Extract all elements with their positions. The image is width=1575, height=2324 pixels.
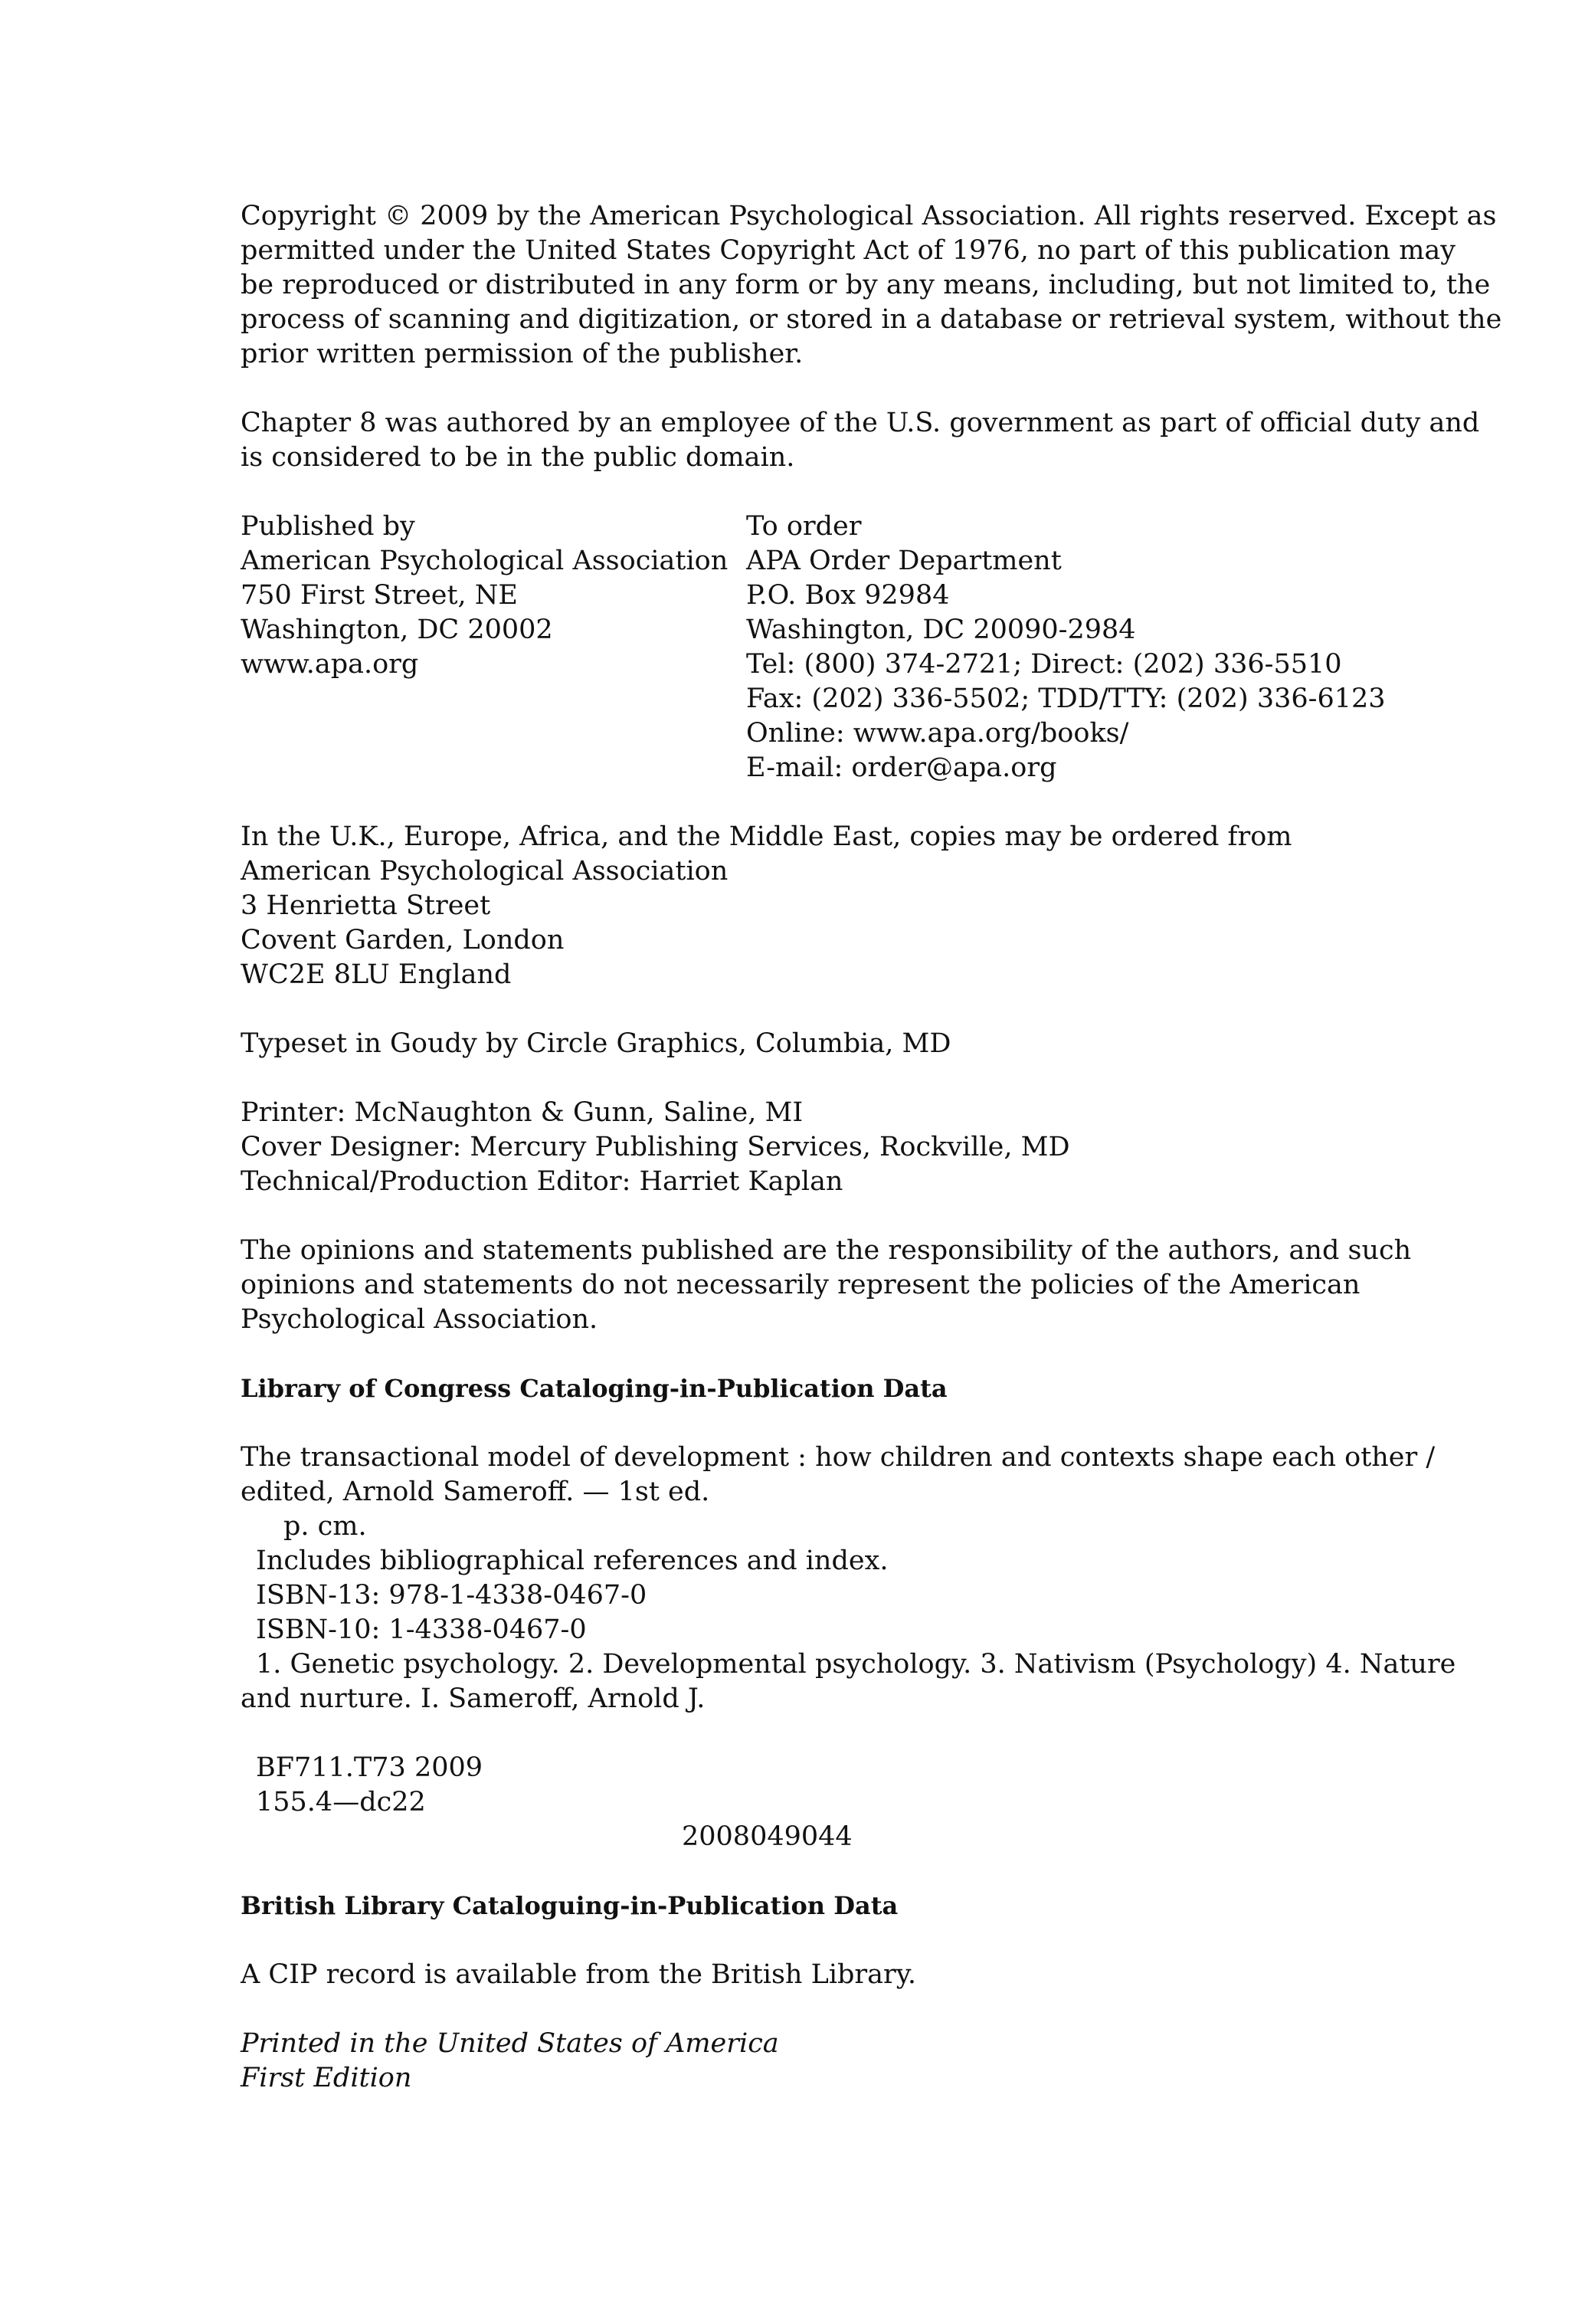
loc-isbn10: ISBN-10: 1-4338-0467-0	[256, 1614, 587, 1645]
typeset-note	[241, 1027, 1367, 1061]
copyright-line: process of scanning and digitization, or stored in a database or retrieval system, without the	[241, 304, 1502, 335]
order-phone: Tel: (800) 374-2721; Direct: (202) 336-5510	[746, 649, 1342, 680]
printed-info	[241, 2027, 1367, 2096]
printer-line: Printer: McNaughton & Gunn, Saline, MI	[241, 1097, 804, 1128]
order-fax: Fax: (202) 336-5502; TDD/TTY: (202) 336-6123	[746, 683, 1386, 714]
loc-class-line: 155.4—dc22	[256, 1787, 426, 1818]
order-line: Washington, DC 20090-2984	[746, 615, 1136, 645]
loc-cip-record	[241, 1441, 1456, 1716]
british-library-heading: British Library Cataloguing-in-Publication Data	[241, 1891, 899, 1920]
opinions-line: Psychological Association.	[241, 1304, 598, 1335]
order-line: APA Order Department	[746, 546, 1062, 576]
loc-heading: Library of Congress Cataloging-in-Publication Data	[241, 1374, 948, 1403]
loc-classification	[241, 1751, 1367, 1854]
order-email: E-mail: order@apa.org	[746, 752, 1057, 783]
copyright-notice	[241, 199, 1502, 372]
loc-subjects-line: and nurture. I. Sameroff, Arnold J.	[241, 1683, 706, 1714]
typeset-line: Typeset in Goudy by Circle Graphics, Columbia, MD	[241, 1028, 951, 1059]
uk-order-line: WC2E 8LU England	[241, 959, 512, 990]
editor-line: Technical/Production Editor: Harriet Kaplan	[241, 1166, 843, 1197]
loc-class-line: BF711.T73 2009	[256, 1752, 483, 1783]
order-block	[746, 510, 1386, 785]
publisher-line: Published by	[241, 511, 415, 542]
production-credits	[241, 1096, 1367, 1199]
loc-detail-line: Includes bibliographical references and index.	[256, 1546, 889, 1576]
chapter-note-line: is considered to be in the public domain.	[241, 442, 795, 473]
loc-lccn: 2008049044	[682, 1821, 853, 1852]
printed-country: Printed in the United States of America	[241, 2028, 779, 2059]
publisher-block	[241, 510, 746, 785]
copyright-line: prior written permission of the publisher.	[241, 339, 804, 369]
publisher-line: American Psychological Association	[241, 546, 729, 576]
chapter-note-line: Chapter 8 was authored by an employee of the U.S. government as part of official duty and	[241, 408, 1480, 438]
uk-order-line: American Psychological Association	[241, 856, 729, 887]
loc-title-line: edited, Arnold Sameroff. — 1st ed.	[241, 1477, 710, 1507]
order-online: Online: www.apa.org/books/	[746, 718, 1129, 749]
loc-subjects-line: 1. Genetic psychology. 2. Developmental psychology. 3. Nativism (Psychology) 4. Nature	[256, 1649, 1456, 1680]
cover-designer-line: Cover Designer: Mercury Publishing Services, Rockville, MD	[241, 1132, 1070, 1162]
loc-title-line: The transactional model of development : how children and contexts shape each other /	[241, 1442, 1436, 1473]
edition: First Edition	[241, 2063, 412, 2093]
loc-pcm: p. cm.	[283, 1511, 367, 1542]
uk-order-line: In the U.K., Europe, Africa, and the Middle East, copies may be ordered from	[241, 821, 1292, 852]
opinions-line: The opinions and statements published are the responsibility of the authors, and such	[241, 1235, 1412, 1266]
publisher-line: 750 First Street, NE	[241, 580, 518, 611]
british-library-note	[241, 1958, 1367, 1992]
opinions-disclaimer	[241, 1234, 1412, 1337]
loc-isbn13: ISBN-13: 978-1-4338-0467-0	[256, 1580, 647, 1611]
copyright-line: be reproduced or distributed in any form or by any means, including, but not limited to, the	[241, 270, 1491, 300]
copyright-line: permitted under the United States Copyright Act of 1976, no part of this publication may	[241, 235, 1456, 266]
chapter-note	[241, 406, 1480, 475]
publisher-order-columns	[241, 510, 1386, 785]
uk-order-line: 3 Henrietta Street	[241, 890, 491, 921]
copyright-line: Copyright © 2009 by the American Psychological Association. All rights reserved. Except as	[241, 201, 1497, 231]
copyright-page	[241, 199, 1502, 2096]
publisher-line: Washington, DC 20002	[241, 615, 553, 645]
british-library-text: A CIP record is available from the British Library.	[241, 1959, 917, 1990]
order-line: To order	[746, 511, 862, 542]
opinions-line: opinions and statements do not necessarily represent the policies of the American	[241, 1270, 1361, 1300]
order-line: P.O. Box 92984	[746, 580, 950, 611]
publisher-website: www.apa.org	[241, 649, 419, 680]
uk-order-line: Covent Garden, London	[241, 925, 565, 955]
uk-order-block	[241, 820, 1367, 992]
